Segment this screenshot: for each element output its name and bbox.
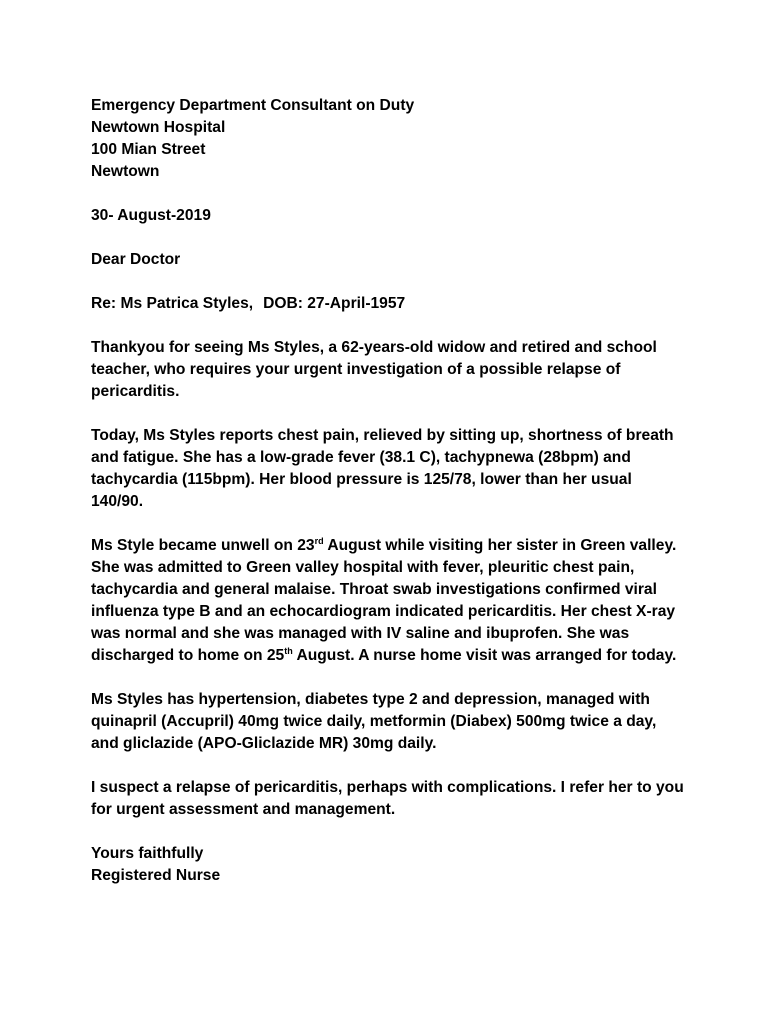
recipient-hospital: Newtown Hospital <box>91 119 226 136</box>
signatory: Registered Nurse <box>91 867 221 884</box>
paragraph-line: was normal and she was managed with IV saline and ibuprofen. She was <box>91 625 630 642</box>
paragraph-line: Ms Styles has hypertension, diabetes type 2 and depression, managed with <box>91 691 650 708</box>
paragraph-line: pericarditis. <box>91 383 180 400</box>
paragraph-line: and fatigue. She has a low-grade fever (38.1 C), tachypnewa (28bpm) and <box>91 449 631 466</box>
paragraph-line: teacher, who requires your urgent investigation of a possible relapse of <box>91 361 621 378</box>
recipient-title: Emergency Department Consultant on Duty <box>91 97 415 114</box>
paragraph-line: 140/90. <box>91 493 144 510</box>
paragraph-referral-reason <box>91 337 691 403</box>
paragraph-line: I suspect a relapse of pericarditis, perhaps with complications. I refer her to you <box>91 779 684 796</box>
date-text: 30- August-2019 <box>91 207 211 224</box>
paragraph-line: Thankyou for seeing Ms Styles, a 62-years-old widow and retired and school <box>91 339 657 356</box>
ordinal-suffix: th <box>284 646 293 656</box>
paragraph-request <box>91 777 691 821</box>
paragraph-line: and gliclazide (APO-Gliclazide MR) 30mg daily. <box>91 735 437 752</box>
valediction: Yours faithfully <box>91 845 204 862</box>
paragraph-line: quinapril (Accupril) 40mg twice daily, metformin (Diabex) 500mg twice a day, <box>91 713 657 730</box>
letter-date <box>91 205 691 227</box>
re-text <box>91 293 691 315</box>
paragraph-line: Ms Style became unwell on 23rd August while visiting her sister in Green valley. <box>91 536 677 554</box>
paragraph-line: discharged to home on 25th August. A nurse home visit was arranged for today. <box>91 646 677 664</box>
paragraph-line: for urgent assessment and management. <box>91 801 396 818</box>
re-dob: DOB: 27-April-1957 <box>263 295 406 312</box>
paragraph-line: tachycardia and general malaise. Throat swab investigations confirmed viral <box>91 581 657 598</box>
salutation <box>91 249 691 271</box>
paragraph-history <box>91 535 691 667</box>
paragraph-medications <box>91 689 691 755</box>
paragraph-line: Today, Ms Styles reports chest pain, relieved by sitting up, shortness of breath <box>91 427 674 444</box>
closing <box>91 843 691 887</box>
salutation-text: Dear Doctor <box>91 251 181 268</box>
re-patient: Re: Ms Patrica Styles, <box>91 295 254 312</box>
ordinal-suffix: rd <box>314 536 324 546</box>
recipient-address <box>91 95 691 183</box>
re-line <box>91 293 691 315</box>
paragraph-line: influenza type B and an echocardiogram indicated pericarditis. Her chest X-ray <box>91 603 676 620</box>
recipient-street: 100 Mian Street <box>91 141 206 158</box>
recipient-town: Newtown <box>91 163 160 180</box>
paragraph-current-symptoms <box>91 425 691 513</box>
referral-letter <box>91 95 691 887</box>
paragraph-line: She was admitted to Green valley hospital with fever, pleuritic chest pain, <box>91 559 635 576</box>
paragraph-line: tachycardia (115bpm). Her blood pressure is 125/78, lower than her usual <box>91 471 632 488</box>
